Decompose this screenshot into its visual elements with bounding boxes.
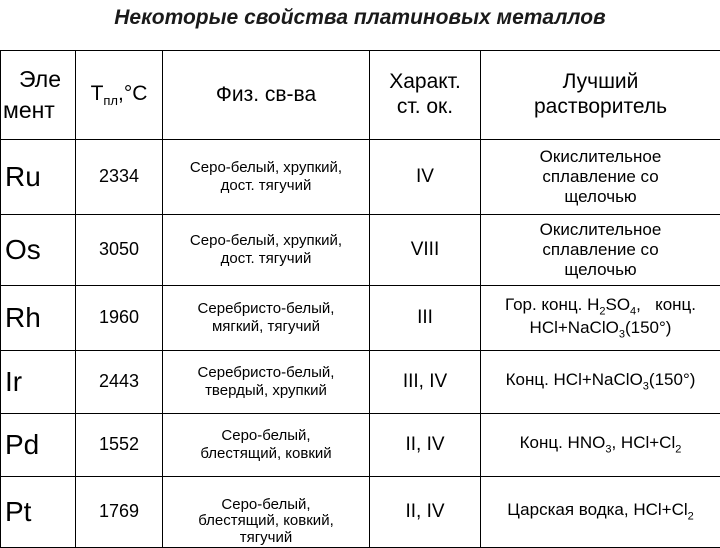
- cell-element: Ir: [1, 351, 76, 414]
- table-row: [1, 351, 720, 414]
- page-title: Некоторые свойства платиновых металлов: [0, 6, 720, 30]
- header-element-line1: Эле: [3, 64, 75, 95]
- cell-physical: Серо-белый, хрупкий, дост. тягучий: [163, 140, 370, 215]
- cell-melting: 1960: [76, 286, 163, 351]
- table-row: [1, 215, 720, 286]
- cell-solvent: Конц. HCl+NaClO$_3$(150°): [481, 351, 720, 414]
- cell-physical: Серо-белый, блестящий, ковкий: [163, 414, 370, 477]
- cell-melting: 2334: [76, 140, 163, 215]
- cell-melting: 3050: [76, 215, 163, 286]
- cell-solvent: Конц. $HNO_3$, $HCl+Cl_2$: [481, 414, 720, 477]
- cell-oxidation: VIII: [370, 215, 481, 286]
- cell-element: Pt: [1, 477, 76, 548]
- cell-melting: 1552: [76, 414, 163, 477]
- cell-physical: Серо-белый, хрупкий, дост. тягучий: [163, 215, 370, 286]
- cell-solvent: Окислительное сплавление со щелочью: [481, 215, 720, 286]
- cell-physical: Серо-белый, блестящий, ковкий, тягучий: [163, 477, 370, 548]
- cell-melting: 2443: [76, 351, 163, 414]
- cell-element: Pd: [1, 414, 76, 477]
- cell-element: Ru: [1, 140, 76, 215]
- cell-element: Os: [1, 215, 76, 286]
- cell-solvent: Окислительное сплавление со щелочью: [481, 140, 720, 215]
- header-element: [1, 51, 76, 140]
- cell-solvent: Гор. конц. $H_2SO_4$, конц. HCl+NaClO$_3$(150°): [481, 286, 720, 351]
- table-row: [1, 414, 720, 477]
- header-physical: Физ. св-ва: [163, 51, 370, 140]
- header-melting: $T_{пл},^\circ С$: [76, 51, 163, 140]
- header-oxidation: Характ. ст. ок.: [370, 51, 481, 140]
- cell-oxidation: II, IV: [370, 477, 481, 548]
- cell-solvent: Царская водка, $HCl+Cl_2$: [481, 477, 720, 548]
- cell-oxidation: II, IV: [370, 414, 481, 477]
- table-row: [1, 477, 720, 548]
- cell-oxidation: III: [370, 286, 481, 351]
- table-row: [1, 140, 720, 215]
- table-row: [1, 286, 720, 351]
- cell-oxidation: III, IV: [370, 351, 481, 414]
- cell-melting: 1769: [76, 477, 163, 548]
- cell-physical: Серебристо-белый, мягкий, тягучий: [163, 286, 370, 351]
- header-element-line2: мент: [3, 95, 75, 126]
- header-solvent: Лучший растворитель: [481, 51, 720, 140]
- cell-oxidation: IV: [370, 140, 481, 215]
- cell-physical: Серебристо-белый, твердый, хрупкий: [163, 351, 370, 414]
- properties-table: [0, 50, 720, 548]
- cell-element: Rh: [1, 286, 76, 351]
- table-header-row: [1, 51, 720, 140]
